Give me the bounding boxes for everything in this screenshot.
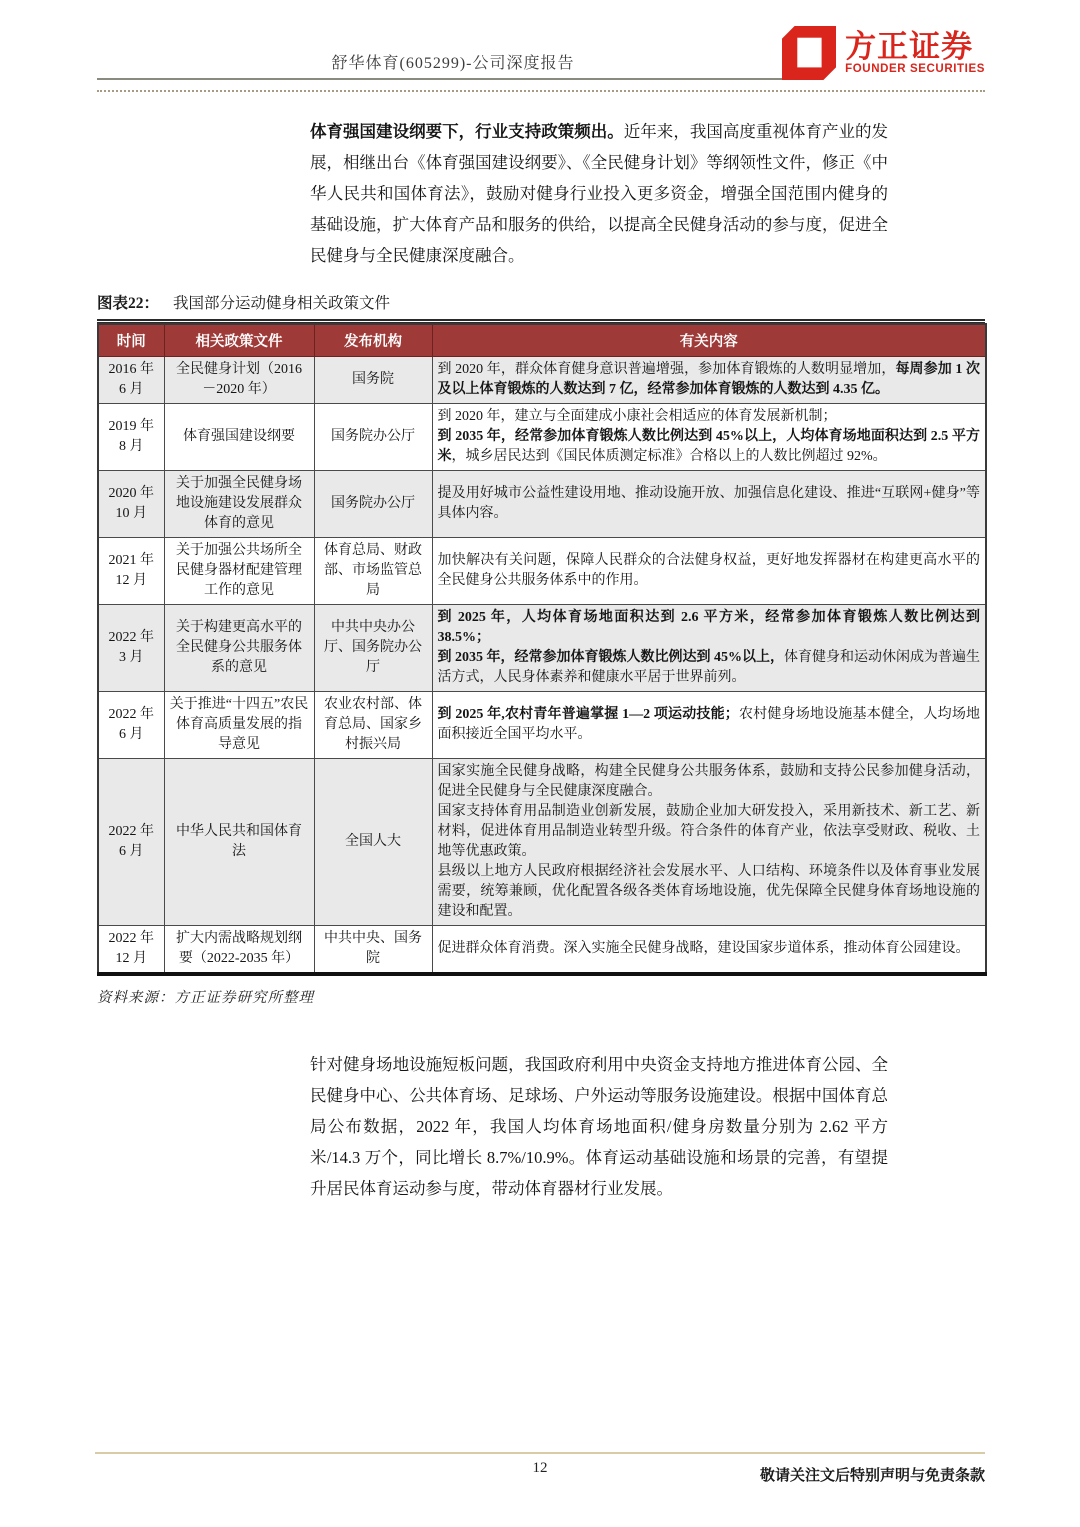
content-line: 到 2020 年，建立与全面建成小康社会相适应的体育发展新机制； bbox=[437, 409, 837, 424]
cell-policy: 关于构建更高水平的全民健身公共服务体系的意见 bbox=[164, 605, 314, 692]
intro-body: 近年来，我国高度重视体育产业的发展，相继出台《体育强国建设纲要》、《全民健身计划》等纲领性文件，修正《中华人民共和国体育法》，鼓励对健身行业投入更多资金，增强全国范围内健身的基础设施，扩大体育产品和服务的供给，以提高全民健身活动的参与度，促进全民健身与全民健康深度融合。 bbox=[310, 122, 889, 265]
cell-policy: 关于加强公共场所全民健身器材配建管理工作的意见 bbox=[164, 538, 314, 605]
policy-table-head bbox=[98, 324, 986, 357]
figure-caption bbox=[97, 291, 1080, 313]
cell-content bbox=[432, 404, 986, 471]
body-paragraph-2: 针对健身场地设施短板问题，我国政府利用中央资金支持地方推进体育公园、全民健身中心、公共体育场、足球场、户外运动等服务设施建设。根据中国体育总局公布数据，2022 年，我国人均体育场地面积/健身房数量分别为 2.62 平方米/14.3 万个，同比增长 8.7%/10.9%。体育运动基础设施和场景的完善，有望提升居民体育运动参与度，带动体育器材行业发展。 bbox=[310, 1055, 888, 1198]
content-line: 到 2025 年，人均体育场地面积达到 2.6 平方米，经常参加体育锻炼人数比例达到 38.5%； bbox=[437, 610, 980, 645]
cell-time: 2022 年 12 月 bbox=[98, 926, 164, 975]
header-rule bbox=[97, 78, 809, 80]
cell-content bbox=[432, 692, 986, 759]
table-row bbox=[98, 759, 986, 926]
cell-agency: 国务院办公厅 bbox=[314, 404, 432, 471]
table-row bbox=[98, 471, 986, 538]
col-header-policy: 相关政策文件 bbox=[164, 324, 314, 357]
founder-securities-logo bbox=[782, 26, 985, 80]
logo-text bbox=[845, 28, 985, 76]
policy-table bbox=[97, 323, 987, 976]
table-row bbox=[98, 404, 986, 471]
content-line: 加快解决有关问题，保障人民群众的合法健身权益，更好地发挥器材在构建更高水平的全民健身公共服务体系中的作用。 bbox=[437, 553, 980, 588]
figure-title: 我国部分运动健身相关政策文件 bbox=[173, 295, 391, 312]
intro-paragraph bbox=[310, 116, 888, 271]
cell-agency: 中共中央、国务院 bbox=[314, 926, 432, 975]
cell-policy: 关于加强全民健身场地设施建设发展群众体育的意见 bbox=[164, 471, 314, 538]
header-dotted-rule bbox=[97, 90, 985, 92]
cell-agency: 中共中央办公厅、国务院办公厅 bbox=[314, 605, 432, 692]
cell-agency: 全国人大 bbox=[314, 759, 432, 926]
cell-time: 2019 年 8 月 bbox=[98, 404, 164, 471]
cell-policy: 扩大内需战略规划纲要（2022-2035 年） bbox=[164, 926, 314, 975]
cell-content bbox=[432, 357, 986, 404]
founder-logo-icon bbox=[782, 26, 836, 80]
policy-table-body bbox=[98, 357, 986, 975]
table-row bbox=[98, 605, 986, 692]
col-header-agency: 发布机构 bbox=[314, 324, 432, 357]
figure-label: 图表22： bbox=[97, 295, 160, 312]
footer-notice: 敬请关注文后特别声明与免责条款 bbox=[759, 1467, 985, 1484]
cell-time: 2022 年 6 月 bbox=[98, 759, 164, 926]
content-line: 到 2020 年，群众体育健身意识普遍增强，参加体育锻炼的人数明显增加，每周参加 1 次及以上体育锻炼的人数达到 7 亿，经常参加体育锻炼的人数达到 4.35 亿。 bbox=[437, 362, 981, 397]
content-line: 到 2025 年,农村青年普遍掌握 1—2 项运动技能；农村健身场地设施基本健全，人均场地面积接近全国平均水平。 bbox=[437, 707, 981, 742]
cell-agency: 国务院 bbox=[314, 357, 432, 404]
content-line: 国家支持体育用品制造业创新发展，鼓励企业加大研发投入，采用新技术、新工艺、新材料，促进体育用品制造业转型升级。符合条件的体育产业，依法享受财政、税收、土地等优惠政策。 bbox=[437, 804, 980, 859]
content-line: 提及用好城市公益性建设用地、推动设施开放、加强信息化建设、推进“互联网+健身”等具体内容。 bbox=[437, 486, 980, 521]
page-header bbox=[0, 0, 1080, 100]
cell-content bbox=[432, 538, 986, 605]
cell-content bbox=[432, 759, 986, 926]
table-row bbox=[98, 357, 986, 404]
cell-time: 2022 年 3 月 bbox=[98, 605, 164, 692]
source-note: 资料来源：方正证券研究所整理 bbox=[97, 990, 314, 1006]
table-row bbox=[98, 692, 986, 759]
cell-agency: 农业农村部、体育总局、国家乡村振兴局 bbox=[314, 692, 432, 759]
cell-time: 2016 年 6 月 bbox=[98, 357, 164, 404]
cell-policy: 体育强国建设纲要 bbox=[164, 404, 314, 471]
cell-policy: 关于推进“十四五”农民体育高质量发展的指导意见 bbox=[164, 692, 314, 759]
footer-rule bbox=[95, 1452, 985, 1454]
cell-time: 2022 年 6 月 bbox=[98, 692, 164, 759]
cell-content bbox=[432, 926, 986, 975]
cell-policy: 全民健身计划（2016－2020 年） bbox=[164, 357, 314, 404]
cell-agency: 体育总局、财政部、市场监管总局 bbox=[314, 538, 432, 605]
table-row bbox=[98, 538, 986, 605]
content-line: 促进群众体育消费。深入实施全民健身战略，建设国家步道体系，推动体育公园建设。 bbox=[437, 941, 970, 956]
cell-time: 2020 年 10 月 bbox=[98, 471, 164, 538]
col-header-content: 有关内容 bbox=[432, 324, 986, 357]
cell-agency: 国务院办公厅 bbox=[314, 471, 432, 538]
content-line: 县级以上地方人民政府根据经济社会发展水平、人口结构、环境条件以及体育事业发展需要，统筹兼顾，优化配置各级各类体育场地设施，优先保障全民健身体育场地设施的建设和配置。 bbox=[437, 864, 980, 919]
logo-text-en: FOUNDER SECURITIES bbox=[845, 63, 985, 76]
content-line: 国家实施全民健身战略，构建全民健身公共服务体系，鼓励和支持公民参加健身活动，促进全民健身与全民健康深度融合。 bbox=[437, 764, 980, 799]
document-title: 舒华体育(605299)-公司深度报告 bbox=[331, 55, 575, 72]
intro-lead-bold: 体育强国建设纲要下，行业支持政策频出。 bbox=[310, 122, 624, 141]
cell-time: 2021 年 12 月 bbox=[98, 538, 164, 605]
table-header-row bbox=[98, 324, 986, 357]
page-number: 12 bbox=[532, 1460, 548, 1476]
table-row bbox=[98, 926, 986, 975]
col-header-time: 时间 bbox=[98, 324, 164, 357]
logo-text-cn: 方正证券 bbox=[845, 28, 974, 64]
cell-content bbox=[432, 605, 986, 692]
content-line: 到 2035 年，经常参加体育锻炼人数比例达到 45%以上，体育健身和运动休闲成为普遍生活方式，人民身体素养和健康水平居于世界前列。 bbox=[437, 650, 980, 685]
cell-policy: 中华人民共和国体育法 bbox=[164, 759, 314, 926]
cell-content bbox=[432, 471, 986, 538]
content-line: 到 2035 年，经常参加体育锻炼人数比例达到 45%以上，人均体育场地面积达到 2.5 平方米，城乡居民达到《国民体质测定标准》合格以上的人数比例超过 92%。 bbox=[437, 429, 980, 464]
